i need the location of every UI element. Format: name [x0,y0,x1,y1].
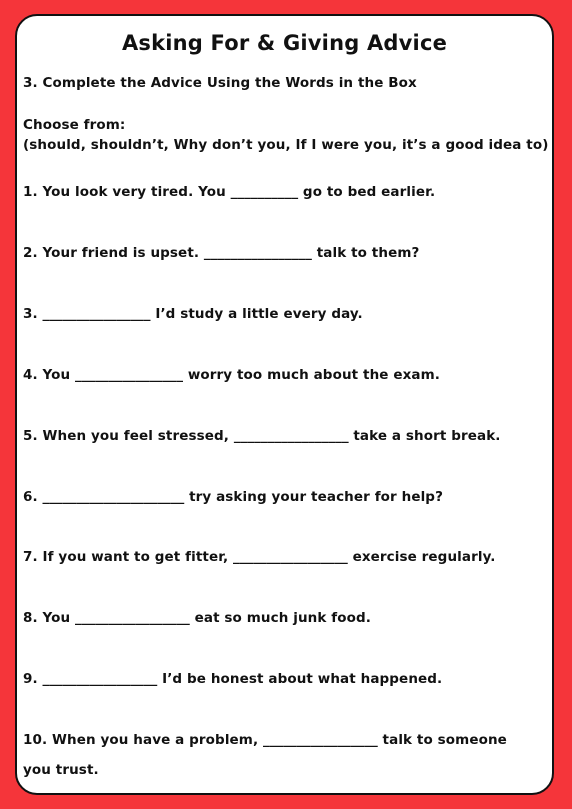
question-3 [23,306,363,322]
question-text-before: 9. [23,671,43,687]
question-text-before: 2. Your friend is upset. [23,245,204,261]
question-7 [23,549,495,565]
answer-blank: _____________________ [42,489,185,505]
question-text-after: worry too much about the exam. [183,367,441,383]
question-text-after: exercise regularly. [347,549,496,565]
question-text-after: talk to them? [311,245,420,261]
answer-blank: _________________ [42,671,158,687]
question-text-after: I’d be honest about what happened. [157,671,443,687]
question-6 [23,489,443,505]
question-text-after: take a short break. [348,428,501,444]
question-text-after: try asking your teacher for help? [184,489,444,505]
question-text-before: 3. [23,306,43,322]
choose-label: Choose from: [23,117,126,133]
answer-blank: _________________ [263,732,378,748]
question-10 [23,732,507,748]
answer-blank: _________________ [75,610,190,626]
answer-blank: ________________ [75,367,184,383]
question-5 [23,428,501,444]
question-9 [23,671,442,687]
question-text-before: 8. You [23,610,76,626]
question-10-continuation: you trust. [23,762,99,778]
question-text-after: I’d study a little every day. [150,306,363,322]
question-8 [23,610,371,626]
question-text-after: eat so much junk food. [189,610,371,626]
question-text-before: 4. You [23,367,76,383]
question-text-before: 7. If you want to get fitter, [23,549,234,565]
question-text-before: 1. You look very tired. You [23,184,231,200]
question-text-after: go to bed earlier. [298,184,436,200]
question-text-before: 10. When you have a problem, [23,732,263,748]
answer-blank: __________ [230,184,299,200]
question-1 [23,184,435,200]
question-4 [23,367,440,383]
answer-blank: ________________ [42,306,151,322]
answer-blank: ________________ [203,245,312,261]
answer-blank: _________________ [233,428,349,444]
question-2 [23,245,419,261]
answer-blank: _________________ [233,549,348,565]
word-box-choices: (should, shouldn’t, Why don’t you, If I were you, it’s a good idea to) [23,137,549,153]
instruction-heading: 3. Complete the Advice Using the Words in the Box [23,75,417,91]
question-text-before: 5. When you feel stressed, [23,428,234,444]
worksheet-card [15,14,554,795]
question-text-after: talk to someone [377,732,507,748]
worksheet-title: Asking For & Giving Advice [121,31,448,55]
question-text-before: 6. [23,489,43,505]
